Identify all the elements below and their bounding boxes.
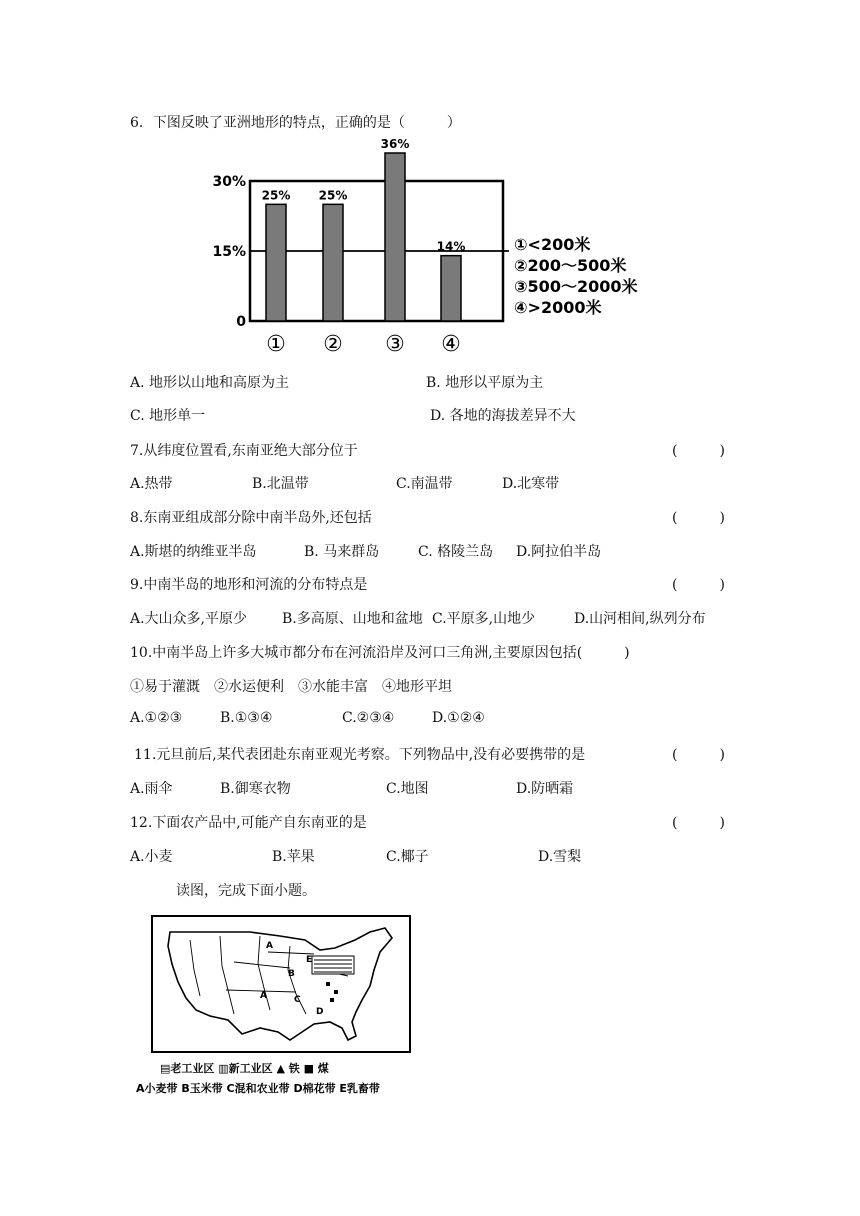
q7-stem: 7.从纬度位置看,东南亚绝大部分位于 <box>130 443 358 459</box>
chart-bar <box>441 256 461 321</box>
map-legend-industry: ▤老工业区 ▥新工业区 ▲ 铁 ■ 煤 <box>160 1062 329 1075</box>
q11-stem: 11.元旦前后,某代表团赴东南亚观光考察。下列物品中,没有必要携带的是 <box>134 747 586 763</box>
q10-option-b: B.①③④ <box>220 710 273 726</box>
q11-answer-paren: ( ) <box>672 747 725 763</box>
q12-option-a: A.小麦 <box>130 849 173 865</box>
chart-x-tick-label: ③ <box>385 332 405 357</box>
chart-bar <box>385 153 405 321</box>
q11-option-a: A.雨伞 <box>130 781 173 797</box>
q9-answer-paren: ( ) <box>672 577 725 593</box>
q6-stem: 6．下图反映了亚洲地形的特点，正确的是（ ） <box>130 115 461 131</box>
chart-legend-entry: ③500～2000米 <box>514 277 638 296</box>
chart-x-tick-label: ④ <box>441 332 461 357</box>
q12-option-c: C.椰子 <box>386 849 429 865</box>
q7-answer-paren: ( ) <box>672 443 725 459</box>
q9-option-b: B.多高原、山地和盆地 <box>282 611 423 627</box>
q10-stem: 10.中南半岛上许多大城市都分布在河流沿岸及河口三角洲,主要原因包括( ) <box>130 645 630 661</box>
map-label-a-north: A <box>266 941 273 951</box>
q8-option-c: C. 格陵兰岛 <box>418 544 494 560</box>
q9-option-c: C.平原多,山地少 <box>432 611 536 627</box>
chart-x-tick-label: ② <box>323 332 343 357</box>
q6-option-b: B. 地形以平原为主 <box>426 375 544 391</box>
q11-option-c: C.地图 <box>386 781 429 797</box>
q8-stem: 8.东南亚组成部分除中南半岛外,还包括 <box>130 510 372 526</box>
chart-legend-entry: ④>2000米 <box>514 298 602 317</box>
q12-option-b: B.苹果 <box>272 849 315 865</box>
q10-items: ①易于灌溉 ②水运便利 ③水能丰富 ④地形平坦 <box>130 679 452 695</box>
q8-option-b: B. 马来群岛 <box>304 544 380 560</box>
chart-y-tick-label: 30% <box>212 174 246 190</box>
q10-option-a: A.①②③ <box>130 710 183 726</box>
q10-option-d: D.①②④ <box>432 710 485 726</box>
chart-data-label: 14% <box>436 239 466 254</box>
q10-option-c: C.②③④ <box>342 710 395 726</box>
chart-data-label: 25% <box>261 188 291 203</box>
map-label-d: D <box>316 1007 324 1017</box>
q7-option-c: C.南温带 <box>396 476 453 492</box>
q9-option-d: D.山河相间,纵列分布 <box>574 611 706 627</box>
chart-y-tick-label: 0 <box>236 314 246 330</box>
q7-option-d: D.北寒带 <box>502 476 560 492</box>
map-label-c: C <box>294 995 301 1005</box>
q8-answer-paren: ( ) <box>672 510 725 526</box>
reading-prompt: 读图，完成下面小题。 <box>176 883 316 899</box>
q12-option-d: D.雪梨 <box>538 849 582 865</box>
q6-option-a: A. 地形以山地和高原为主 <box>130 375 290 391</box>
usa-agriculture-industry-map <box>130 910 440 1100</box>
chart-legend-entry: ②200～500米 <box>514 256 627 275</box>
q7-option-b: B.北温带 <box>252 476 309 492</box>
map-label-e: E <box>306 955 313 965</box>
q7-option-a: A.热带 <box>130 476 173 492</box>
chart-x-tick-label: ① <box>266 332 286 357</box>
q8-option-d: D.阿拉伯半岛 <box>516 544 602 560</box>
old-industrial-area <box>312 956 354 974</box>
map-legend-agriculture: A小麦带 B玉米带 C混和农业带 D棉花带 E乳畜带 <box>136 1082 380 1095</box>
chart-legend-entry: ①<200米 <box>514 235 591 254</box>
q6-option-d: D. 各地的海拔差异不大 <box>430 408 576 424</box>
q12-stem: 12.下面农产品中,可能产自东南亚的是 <box>130 815 367 831</box>
chart-data-label: 36% <box>380 138 410 151</box>
q12-answer-paren: ( ) <box>672 815 725 831</box>
q11-option-d: D.防晒霜 <box>516 781 574 797</box>
chart-y-tick-label: 15% <box>212 244 246 260</box>
q8-option-a: A.斯堪的纳维亚半岛 <box>130 544 257 560</box>
q6-option-c: C. 地形单一 <box>130 408 206 424</box>
chart-bar <box>266 204 286 321</box>
chart-data-label: 25% <box>318 188 348 203</box>
terrain-bar-chart <box>210 138 650 358</box>
map-label-b: B <box>288 969 295 979</box>
q11-option-b: B.御寒衣物 <box>220 781 291 797</box>
q9-option-a: A.大山众多,平原少 <box>130 611 248 627</box>
chart-bar <box>323 204 343 321</box>
q9-stem: 9.中南半岛的地形和河流的分布特点是 <box>130 577 368 593</box>
map-label-a-south: A <box>260 991 267 1001</box>
